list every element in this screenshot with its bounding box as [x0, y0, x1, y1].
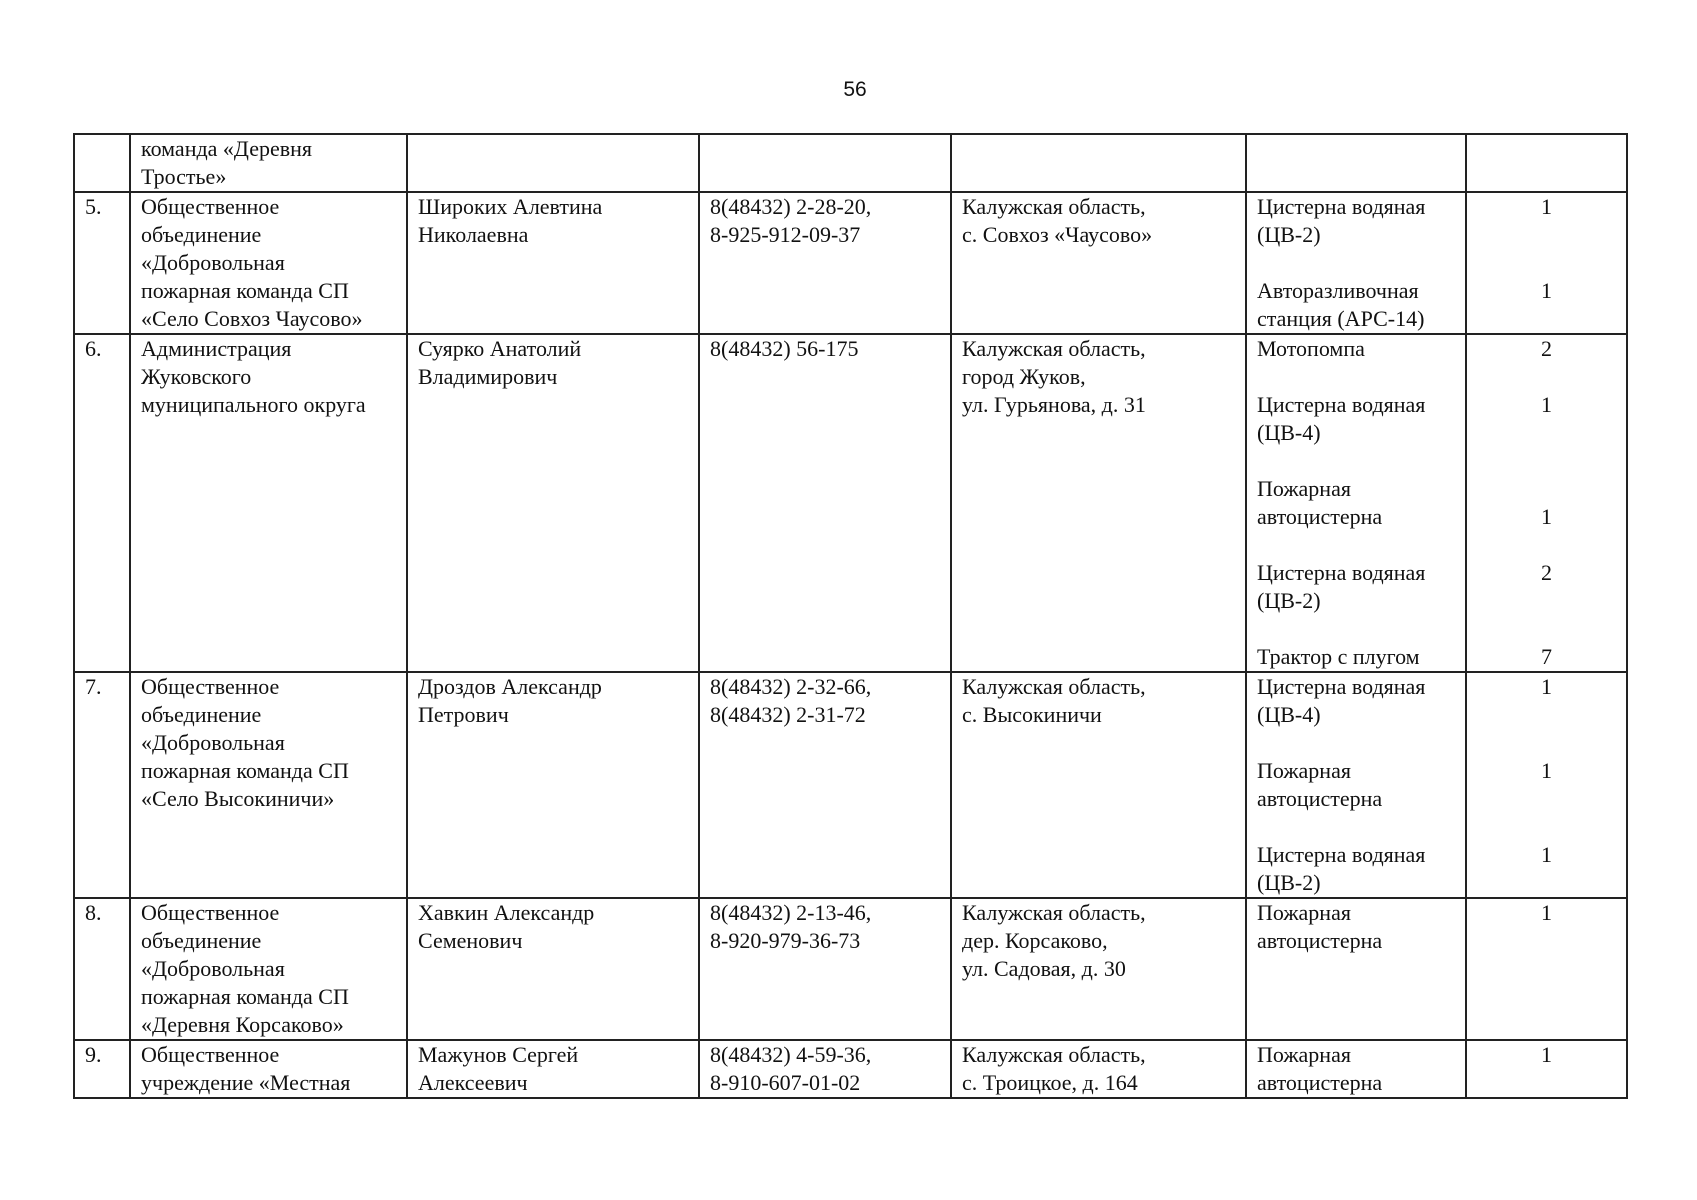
- organization-line: объединение: [141, 702, 262, 727]
- phone-line: 8-920-979-36-73: [710, 928, 861, 953]
- row-number-cell: [74, 1040, 130, 1098]
- address-cell: [951, 1040, 1246, 1098]
- organization-cell: [130, 192, 407, 334]
- quantity-line: 2: [1541, 336, 1552, 361]
- quantity-line: 1: [1541, 392, 1552, 417]
- contact-person-cell: [407, 672, 699, 898]
- equipment-line: Пожарная: [1257, 758, 1351, 783]
- row-number-text: 5.: [85, 194, 102, 219]
- quantity-line: [1477, 531, 1616, 559]
- quantity-line: 1: [1541, 758, 1552, 783]
- phone-cell: [699, 192, 951, 334]
- equipment-line: Цистерна водяная: [1257, 842, 1426, 867]
- contact-person-line: Петрович: [418, 702, 509, 727]
- quantity-line: [1477, 869, 1616, 897]
- row-number-text: 8.: [85, 900, 102, 925]
- equipment-line: Цистерна водяная: [1257, 674, 1426, 699]
- organization-cell: [130, 672, 407, 898]
- table-row: [74, 1040, 1627, 1098]
- quantity-line: [1477, 363, 1616, 391]
- equipment-line: автоцистерна: [1257, 1070, 1383, 1095]
- equipment-line: Цистерна водяная: [1257, 560, 1426, 585]
- quantity-line: [1477, 587, 1616, 615]
- organization-line: пожарная команда СП: [141, 758, 349, 783]
- organization-line: «Деревня Корсаково»: [141, 1012, 344, 1037]
- table-row: [74, 192, 1627, 334]
- contact-person-cell: [407, 134, 699, 192]
- phone-cell: [699, 334, 951, 672]
- address-line: город Жуков,: [962, 364, 1086, 389]
- contact-person-line: Широких Алевтина: [418, 194, 603, 219]
- phone-cell: [699, 672, 951, 898]
- contact-person-cell: [407, 334, 699, 672]
- quantity-line: [1477, 701, 1616, 729]
- equipment-line: [1257, 729, 1455, 757]
- equipment-line: Трактор с плугом: [1257, 644, 1420, 669]
- address-cell: [951, 898, 1246, 1040]
- organization-cell: [130, 134, 407, 192]
- organization-line: объединение: [141, 222, 262, 247]
- quantity-cell: [1466, 192, 1627, 334]
- row-number-cell: [74, 898, 130, 1040]
- quantity-line: [1477, 305, 1616, 333]
- phone-line: 8-910-607-01-02: [710, 1070, 861, 1095]
- organization-line: «Добровольная: [141, 956, 285, 981]
- equipment-line: Цистерна водяная: [1257, 392, 1426, 417]
- equipment-cell: [1246, 672, 1466, 898]
- equipment-line: автоцистерна: [1257, 786, 1383, 811]
- organization-line: «Село Совхоз Чаусово»: [141, 306, 363, 331]
- row-number-text: 7.: [85, 674, 102, 699]
- row-number-text: 9.: [85, 1042, 102, 1067]
- equipment-line: (ЦВ-4): [1257, 420, 1321, 445]
- address-line: с. Совхоз «Чаусово»: [962, 222, 1153, 247]
- organization-line: пожарная команда СП: [141, 278, 349, 303]
- address-cell: [951, 672, 1246, 898]
- quantity-cell: [1466, 898, 1627, 1040]
- row-number-cell: [74, 672, 130, 898]
- contact-person-cell: [407, 192, 699, 334]
- quantity-cell: [1466, 1040, 1627, 1098]
- equipment-cell: [1246, 898, 1466, 1040]
- equipment-line: (ЦВ-2): [1257, 222, 1321, 247]
- quantity-line: 7: [1541, 644, 1552, 669]
- organization-line: Тростье»: [141, 164, 227, 189]
- contact-person-line: Алексеевич: [418, 1070, 528, 1095]
- equipment-cell: [1246, 1040, 1466, 1098]
- equipment-line: [1257, 615, 1455, 643]
- organization-line: объединение: [141, 928, 262, 953]
- table-row: [74, 334, 1627, 672]
- equipment-line: [1257, 447, 1455, 475]
- table-row: [74, 134, 1627, 192]
- organization-line: Общественное: [141, 900, 280, 925]
- table-row: [74, 672, 1627, 898]
- equipment-line: [1257, 531, 1455, 559]
- equipment-line: [1257, 813, 1455, 841]
- contact-person-line: Семенович: [418, 928, 523, 953]
- address-line: с. Высокиничи: [962, 702, 1102, 727]
- address-cell: [951, 334, 1246, 672]
- quantity-line: [1477, 249, 1616, 277]
- organization-line: «Село Высокиничи»: [141, 786, 335, 811]
- phone-cell: [699, 134, 951, 192]
- equipment-line: Пожарная: [1257, 1042, 1351, 1067]
- quantity-line: 1: [1541, 278, 1552, 303]
- address-cell: [951, 134, 1246, 192]
- quantity-line: [1477, 475, 1616, 503]
- quantity-line: [1477, 813, 1616, 841]
- quantity-cell: [1466, 334, 1627, 672]
- equipment-line: автоцистерна: [1257, 504, 1383, 529]
- equipment-line: Авторазливочная: [1257, 278, 1419, 303]
- phone-line: 8(48432) 4-59-36,: [710, 1042, 872, 1067]
- address-line: дер. Корсаково,: [962, 928, 1108, 953]
- organization-cell: [130, 334, 407, 672]
- equipment-line: станция (АРС-14): [1257, 306, 1425, 331]
- quantity-line: 1: [1541, 842, 1552, 867]
- organization-line: Общественное: [141, 674, 280, 699]
- address-line: с. Троицкое, д. 164: [962, 1070, 1138, 1095]
- contact-person-line: Суярко Анатолий: [418, 336, 582, 361]
- quantity-line: 2: [1541, 560, 1552, 585]
- address-line: Калужская область,: [962, 674, 1146, 699]
- organization-line: «Добровольная: [141, 730, 285, 755]
- organization-line: пожарная команда СП: [141, 984, 349, 1009]
- equipment-line: (ЦВ-2): [1257, 588, 1321, 613]
- phone-line: 8(48432) 2-32-66,: [710, 674, 872, 699]
- fire-equipment-table: [73, 133, 1628, 1099]
- equipment-line: Пожарная: [1257, 476, 1351, 501]
- organization-cell: [130, 898, 407, 1040]
- row-number-cell: [74, 334, 130, 672]
- quantity-line: 1: [1541, 674, 1552, 699]
- quantity-line: [1477, 419, 1616, 447]
- phone-cell: [699, 1040, 951, 1098]
- address-line: Калужская область,: [962, 900, 1146, 925]
- contact-person-line: Хавкин Александр: [418, 900, 595, 925]
- organization-line: Администрация: [141, 336, 292, 361]
- phone-line: 8(48432) 2-28-20,: [710, 194, 872, 219]
- quantity-line: [1477, 785, 1616, 813]
- equipment-line: [1257, 363, 1455, 391]
- phone-line: 8(48432) 2-13-46,: [710, 900, 872, 925]
- quantity-line: [1477, 927, 1616, 955]
- address-cell: [951, 192, 1246, 334]
- quantity-line: [1477, 221, 1616, 249]
- equipment-line: (ЦВ-4): [1257, 702, 1321, 727]
- row-number-cell: [74, 134, 130, 192]
- contact-person-line: Владимирович: [418, 364, 558, 389]
- organization-line: муниципального округа: [141, 392, 366, 417]
- organization-line: учреждение «Местная: [141, 1070, 351, 1095]
- equipment-cell: [1246, 134, 1466, 192]
- equipment-line: (ЦВ-2): [1257, 870, 1321, 895]
- address-line: Калужская область,: [962, 194, 1146, 219]
- equipment-cell: [1246, 334, 1466, 672]
- quantity-line: [1477, 447, 1616, 475]
- quantity-cell: [1466, 134, 1627, 192]
- phone-line: 8-925-912-09-37: [710, 222, 861, 247]
- organization-line: Общественное: [141, 1042, 280, 1067]
- equipment-line: Пожарная: [1257, 900, 1351, 925]
- contact-person-line: Мажунов Сергей: [418, 1042, 579, 1067]
- quantity-line: 1: [1541, 900, 1552, 925]
- address-line: Калужская область,: [962, 1042, 1146, 1067]
- quantity-line: 1: [1541, 194, 1552, 219]
- organization-cell: [130, 1040, 407, 1098]
- table-row: [74, 898, 1627, 1040]
- quantity-line: 1: [1541, 504, 1552, 529]
- organization-line: Общественное: [141, 194, 280, 219]
- quantity-line: [1477, 729, 1616, 757]
- equipment-line: Мотопомпа: [1257, 336, 1365, 361]
- contact-person-line: Дроздов Александр: [418, 674, 602, 699]
- phone-cell: [699, 898, 951, 1040]
- address-line: Калужская область,: [962, 336, 1146, 361]
- organization-line: «Добровольная: [141, 250, 285, 275]
- address-line: ул. Гурьянова, д. 31: [962, 392, 1146, 417]
- quantity-line: 1: [1541, 1042, 1552, 1067]
- phone-line: 8(48432) 2-31-72: [710, 702, 866, 727]
- contact-person-line: Николаевна: [418, 222, 529, 247]
- contact-person-cell: [407, 898, 699, 1040]
- equipment-line: автоцистерна: [1257, 928, 1383, 953]
- equipment-line: [1257, 249, 1455, 277]
- address-line: ул. Садовая, д. 30: [962, 956, 1126, 981]
- row-number-text: 6.: [85, 336, 102, 361]
- equipment-line: Цистерна водяная: [1257, 194, 1426, 219]
- equipment-cell: [1246, 192, 1466, 334]
- contact-person-cell: [407, 1040, 699, 1098]
- page-number: 56: [843, 78, 867, 101]
- quantity-line: [1477, 1069, 1616, 1097]
- phone-line: 8(48432) 56-175: [710, 336, 859, 361]
- quantity-cell: [1466, 672, 1627, 898]
- row-number-cell: [74, 192, 130, 334]
- quantity-line: [1477, 615, 1616, 643]
- organization-line: Жуковского: [141, 364, 252, 389]
- organization-line: команда «Деревня: [141, 136, 313, 161]
